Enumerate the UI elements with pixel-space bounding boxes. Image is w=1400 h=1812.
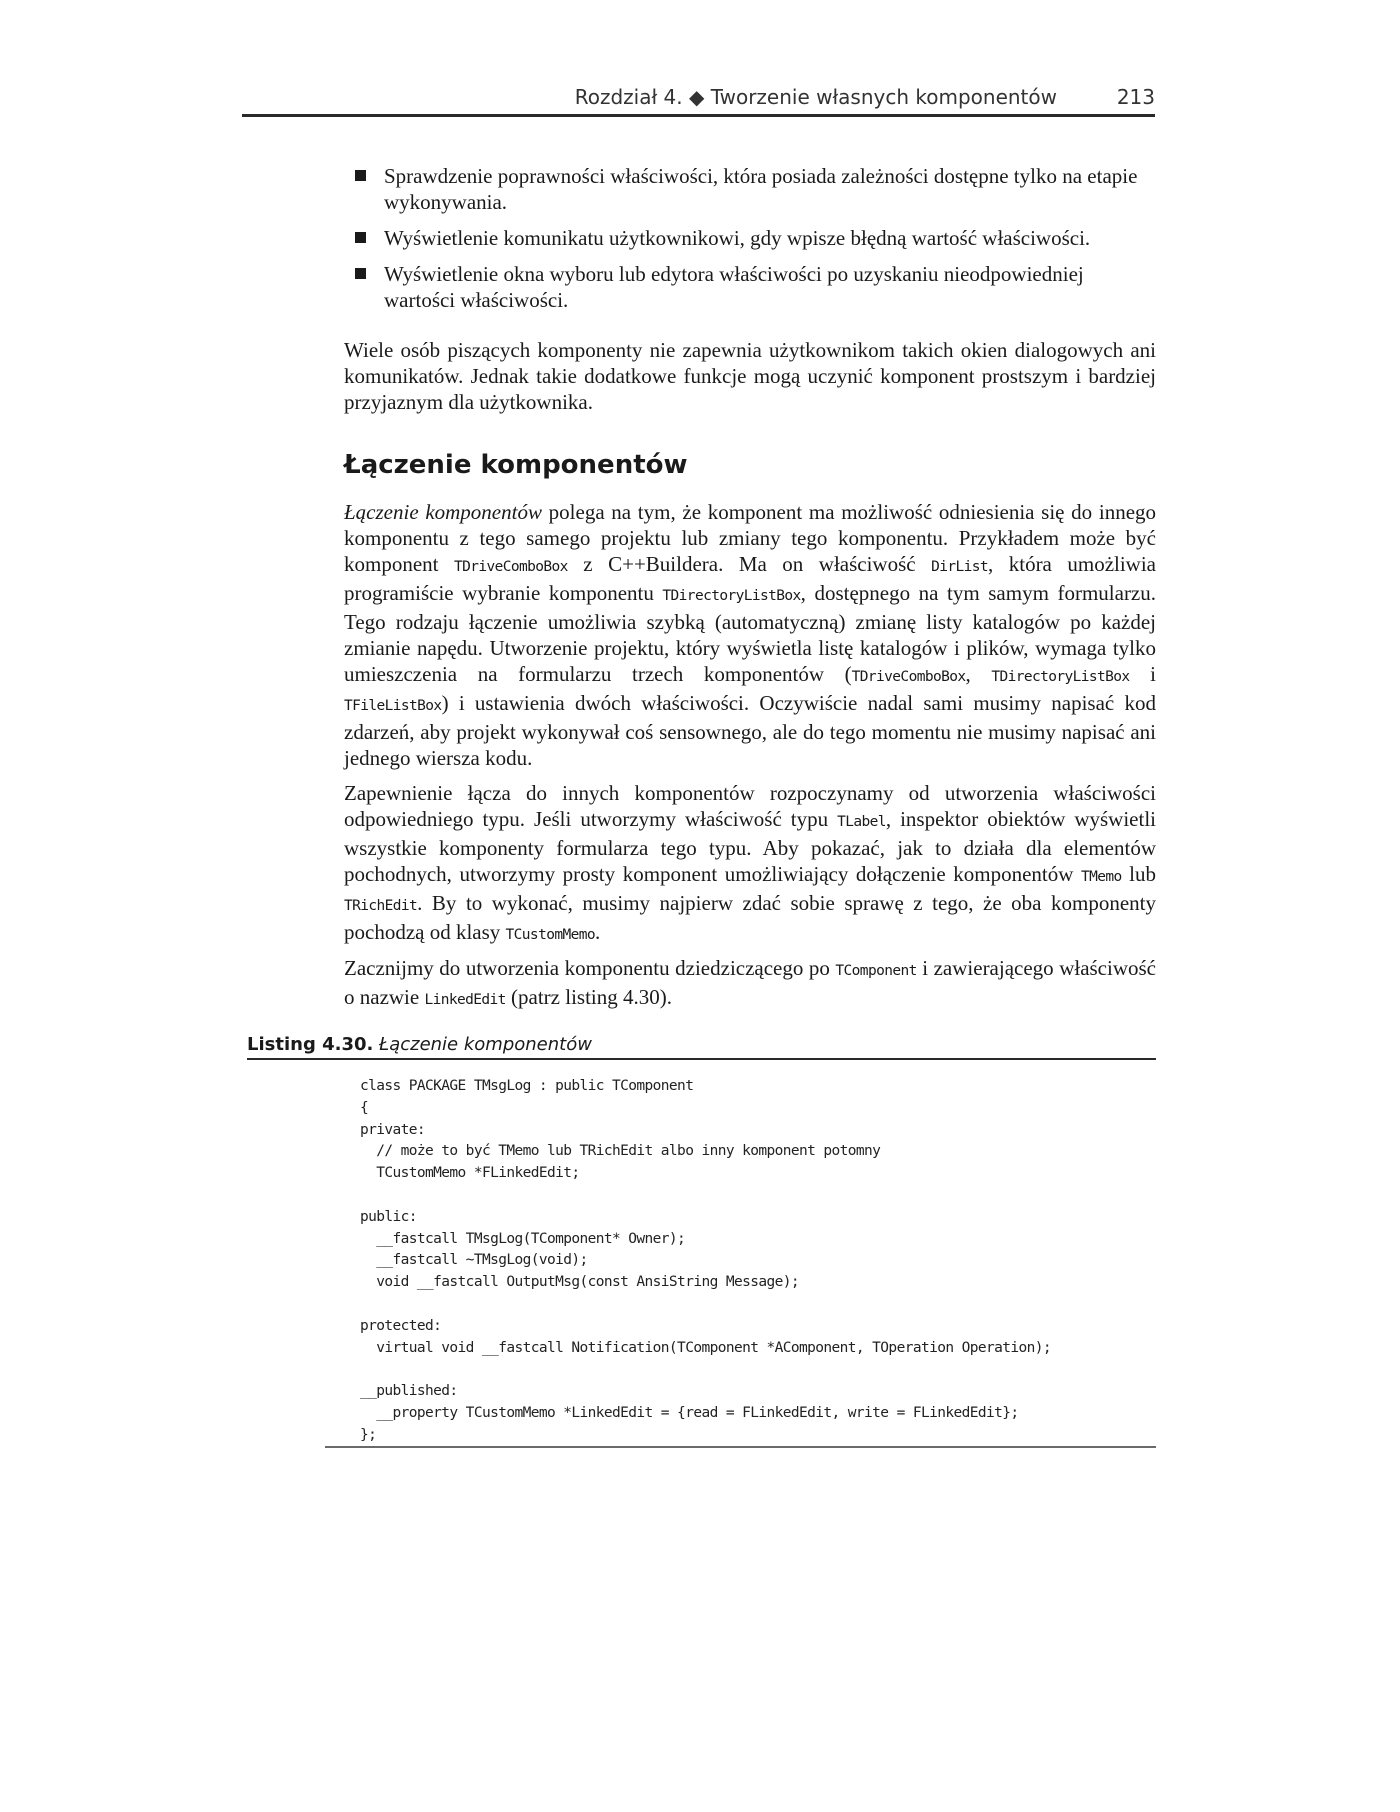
bullet-text: Wyświetlenie komunikatu użytkownikowi, gdy wpisze błędną wartość właściwości. <box>384 226 1091 250</box>
header-rule <box>242 114 1155 117</box>
square-bullet-icon <box>355 170 366 181</box>
body-paragraph-3 <box>344 955 1156 1013</box>
code-term: TLabel <box>837 814 886 830</box>
text-run: lub <box>1121 862 1156 886</box>
text-run: , dostępnego na tym samym formularzu. Tego rodzaju łączenie umożliwia szybką (automatyczną) zmianę listy katalogów po każdej zmianie napędu. Utworzenie projektu, który wyświetla listę katalogów i plików, wymaga tylko umieszczenia na formularzu trzech komponentów ( <box>344 581 1157 686</box>
code-term: TCustomMemo <box>505 927 595 943</box>
code-listing: class PACKAGE TMsgLog : public TComponent { private: // może to być TMemo lub TRichEdit albo inny komponent potomny TCustomMemo *FLinkedEdit; public: __fastcall TMsgLog(TComponent* Owner); __fastcall ~TMsgLog(void); void __fastcall OutputMsg(const AnsiString Message); protected: virtual void __fastcall Notification(TComponent *AComponent, TOperation Operation); __published: __property TCustomMemo *LinkedEdit = {read = FLinkedEdit, write = FLinkedEdit}; }; <box>360 1078 1052 1443</box>
intro-paragraph: Wiele osób piszących komponenty nie zapewnia użytkownikom takich okien dialogowych ani komunikatów. Jednak takie dodatkowe funkcje mogą uczynić komponent prostszym i bardziej przyjaznym dla użytkownika. <box>344 338 1156 414</box>
listing-top-rule <box>247 1058 1156 1060</box>
text-run: , inspektor obiektów wyświetli wszystkie komponenty formularza tego typu. Aby pokazać, jak to działa dla elementów pochodnych, utworzymy prosty komponent umożliwiający dołączenie komponentów <box>344 807 1156 886</box>
section-heading: Łączenie komponentów <box>344 450 688 480</box>
code-term: TDirectoryListBox <box>991 669 1130 685</box>
bullet-text: Sprawdzenie poprawności właściwości, która posiada zależności dostępne tylko na etapie wykonywania. <box>384 164 1138 214</box>
code-term: DirList <box>931 559 988 575</box>
text-run: Zapewnienie łącza do innych komponentów rozpoczynamy od utworzenia właściwości odpowiedniego typu. Jeśli utworzymy właściwość typu <box>344 781 1156 831</box>
list-item <box>355 163 1155 215</box>
listing-bottom-rule <box>325 1446 1156 1448</box>
listing-label: Listing 4.30. <box>247 1034 374 1055</box>
list-item <box>355 261 1155 313</box>
chapter-title: Rozdział 4. ◆ Tworzenie własnych komponentów <box>574 85 1057 109</box>
body-paragraph-1 <box>344 499 1156 771</box>
bullet-list <box>355 163 1155 323</box>
body-paragraph-2 <box>344 780 1156 948</box>
code-term: TDriveComboBox <box>453 559 568 575</box>
text-run: Zacznijmy do utworzenia komponentu dziedziczącego po <box>344 956 836 980</box>
listing-title: Łączenie komponentów <box>379 1034 592 1055</box>
code-term: TFileListBox <box>344 698 442 714</box>
code-term: TDriveComboBox <box>851 669 966 685</box>
running-header <box>242 83 1155 117</box>
text-run: polega na tym, że komponent ma możliwość odniesienia się do innego komponentu z tego samego projektu lub zmiany tego komponentu. Przykładem może być komponent <box>344 500 1157 576</box>
code-term: TMemo <box>1080 869 1122 885</box>
code-term: TRichEdit <box>344 898 418 914</box>
text-run: ) i ustawienia dwóch właściwości. Oczywiście nadal sami musimy napisać kod zdarzeń, aby projekt wykonywał coś sensownego, ale do tego momentu nie musimy napisać ani jednego wiersza kodu. <box>344 691 1156 770</box>
bullet-text: Wyświetlenie okna wyboru lub edytora właściwości po uzyskaniu nieodpowiedniej wartości właściwości. <box>384 262 1084 312</box>
code-term: TComponent <box>835 963 917 979</box>
text-run: . By to wykonać, musimy najpierw zdać sobie sprawę z tego, że oba komponenty pochodzą od klasy <box>344 891 1156 944</box>
code-term: TDirectoryListBox <box>662 588 801 604</box>
text-run: z C++Buildera. Ma on właściwość <box>567 552 932 576</box>
listing-caption <box>247 1034 592 1055</box>
page-number: 213 <box>1116 85 1155 109</box>
text-run: (patrz listing 4.30). <box>505 985 672 1009</box>
text-run: . <box>594 920 601 944</box>
code-term: LinkedEdit <box>424 992 506 1008</box>
text-run: i zawierającego właściwość o nazwie <box>344 956 1157 1009</box>
text-run: , która umożliwia programiście wybranie komponentu <box>344 552 1157 605</box>
text-run: , <box>965 662 992 686</box>
defined-term: Łączenie komponentów <box>344 500 542 524</box>
square-bullet-icon <box>355 268 366 279</box>
list-item <box>355 225 1155 251</box>
text-run: i <box>1129 662 1156 686</box>
square-bullet-icon <box>355 232 366 243</box>
